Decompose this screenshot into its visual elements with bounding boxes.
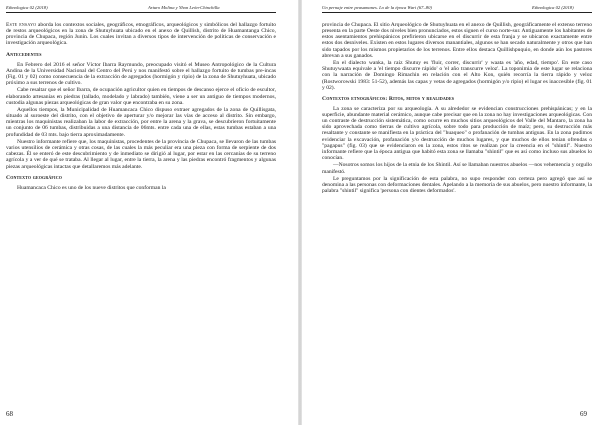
left-text-column [6,22,276,192]
page-number-left: 68 [6,410,13,418]
heading-contexto-geografico: Contexto geográfico [6,175,62,182]
contexto-geografico-paragraph: Huamancaca Chico es uno de los nueve distritos que conforman la [17,184,166,191]
running-head-authors: Arturo Molina y Yhon León-Chinchilla [148,5,220,10]
antecedentes-paragraph-1: En Febrero del 2016 el señor Víctor Ibarra Raymundo, preocupado visitó el Museo Antropológico de la Cultura Andina de la Universidad Nacional del Centro del Perú y nos manifestó sobre el hallazgo fortuito de tumbas pre-incas (Fig. 01 y 02) como consecuencia de la extracción de agregados (hormigón y ripio) de la zona de Shutuyhuata, ubicado próximo a sus terrenos de cultivo. [6,61,276,86]
antecedentes-paragraph-3: Aquellos tiempos, la Municipalidad de Huamancaca Chico dispuso extraer agregados de la zona de Quillisgata, situado al suroeste del distrito, con el objetivo de aperturar y/o mejorar las vías de acceso al distrito. Sin embargo, mientras los maquinistas realizaban la labor de extracción, por entre la arena y la grava, se descubrieron fortuitamente un conjunto de 06 tumbas, distribuidas a una distancia de 06mts. entre cada una de ellas, estas tumbas estaban a una profundidad de 03 mts. bajo tierra aproximadamente. [6,107,276,138]
intro-smallcaps: Este ensayo [6,22,37,28]
page-number-right: 69 [580,410,587,418]
right-text-column [322,22,592,196]
right-paragraph-5: Le preguntamos por la significación de esta palabra, no supo responder con certeza pero agregó que así se denomina a las personas con deformaciones dentales. Apelando a la memoria de sus abuelos, pero nuestro informante, la palabra "shintil" significa 'persona con dientes deformados'. [322,175,592,195]
header-rule [6,12,276,13]
intro-text: aborda los contextos sociales, geográficos, etnográficos, arqueológicos y simbólicos del hallazgo fortuito de restos arqueológicos en la zona de Shutuyhuata ubicado en el anexo de Quillish, distrito de Huamantanga Chico, provincia de Chupaca, región Junín. Los cuales invitan a diversos tipos de intervención de políticas de conservación e investigación arqueológica. [6,22,276,47]
antecedentes-paragraph-2: Cabe resaltar que el señor Ibarra, de ocupación agricultor quien en tiempos de descanso ejerce el oficio de escultor, elaborando artesanías en piedras (tallado, modelado y labrado) también, viene a ser un antiguo de tiempos modernos, custodia algunas piezas arqueológicas de gran valor que encontraba en su zona. [6,87,276,106]
right-paragraph-3: La zona se caracteriza por su arqueología. A su alrededor se evidencian construcciones prehispánicas; y en la superficie, abundante material cerámico, aunque cabe precisar que en la zona no hay investigaciones arqueológicas. Con un contraste de destrucción sistemática, como ocurre en muchos sitios arqueológicos del Valle del Mantaro, la zona ha sido aprovechada como tierras de cultivo agrícola, sobre todo para producción de maíz; pero, su destrucción más resaltante y constante se manifiesta en la práctica del "huaqueo" o profanación de tumbas antiguas. En la zona pudimos evidenciar la excavación, profanación y/o destrucción de muchos lugares, y que muchos de ellos tenían ofrendas o "pagapus" (fig. 03) que se evidenciaron en la zona, estos ritos se realizan por la creencia en el "shintil". Nuestro informante refiere que la época antigua que habitó esta zona se llamaba "shintil" que es así como incluso sus abuelos lo conocían. [322,105,592,162]
heading-antecedentes: Antecedentes [6,52,42,59]
intro-paragraph [6,22,276,47]
header-rule-right [322,12,592,13]
running-head-journal: Ethnologica 02 (2018) [6,5,48,10]
right-paragraph-1: provincia de Chupaca. El sitio Arqueológico de Shutuyhuata en el anexo de Quillish, geográficamente el extenso terreno presenta en la parte Oeste dos niveles bien pronunciados, estos siguen el curso norte-sur. Antiguamente los habitantes de estos asentamientos prehispánicos prefirieron ubicarse en el discurrir de esta franja y se ubicaron exactamente entre estos dos desniveles. Existen en estos lugares diversos manantiales, algunos se han secado naturalmente y otros que han sido tapados por los mismos propietarios de los terrenos. Entre ellos destaca Quillishpuquio, en donde aún los pastores abrevan a sus ganados. [322,22,592,59]
right-paragraph-2: En el dialecto wanka, la raíz Shutuy es 'fluir, correr, discurrir' y waata es 'año, edad, tiempo'. En este caso Shutuywaata equivale a 'el tiempo discurre rápido' o 'el año transcurre veloz'. La toponimia de este lugar se relaciona con la narración de Domingo Rimachin en relación con el Alto Kon, quién recorría la tierra rápido y veloz (Rostworowski 1983: 51-52), además las capas y vetas de agregados (hormigón y/o ripio) el lugar es inaccesible (fig. 01 y 02). [322,60,592,91]
right-paragraph-4: —Nosotros somos los hijos de la etnia de los Shintil. Así se llamaban nuestros abuelos —nos vehemencia y orgullo manifestó. [322,162,592,175]
heading-contextos-etnograficos: Contextos etnográficos: Ritos, mitos y realidades [322,96,455,103]
running-head-journal-right: Ethnologica 02 (2018) [532,5,574,10]
right-page [300,0,600,425]
running-head-title: Un pernaje entre peasamanes. Lo de la época Wari (67–80) [322,5,432,10]
antecedentes-paragraph-4: Nuestro informante refiere que, los maquinistas, procedentes de la provincia de Chupaca, se llevaron de las tumbas varios utensilios de cerámica y otras cosas, de las cuales la más peculiar era una pieza con forma de serpiente de dos cabezas. Él se enteró de este descubrimiento y de inmediato se dirigió al lugar, por estar en las cercanías de su terreno agrícola y a ver de qué se trataba. Al llegar al lugar, entre la tierra, la arena y las piedras encontró fragmentos y algunas piezas arqueológicas intactas que detallaremos más adelante. [6,138,276,170]
